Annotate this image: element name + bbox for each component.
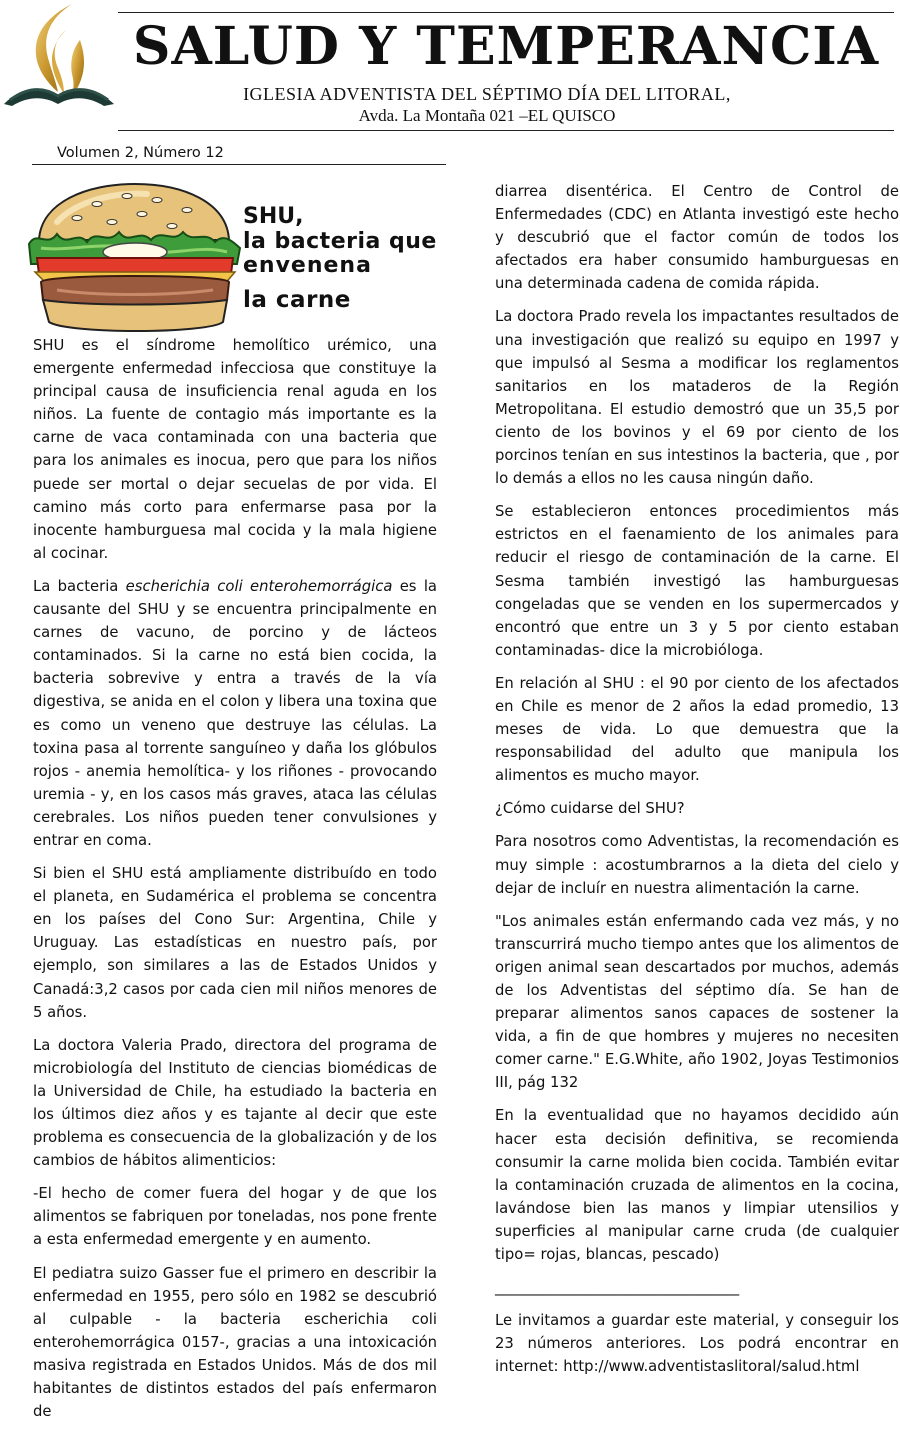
- bacteria-name: escherichia coli enterohemorrágica: [125, 577, 393, 595]
- headline-line-4: la carne: [243, 287, 351, 313]
- paragraph-text: es la causante del SHU y se encuentra principalmente en carnes de vacuno, de porcino y de lácteos contaminados. Si la carne no está bien cocida, la bacteria sobrevive y entra a través de la vía digestiva, se anida en el colon y libera una toxina que es como un veneno que destruye las células. La toxina pasa al torrente sanguíneo y daña los glóbulos rojos - anemia hemolítica- y los riñones - provocando uremia - y, en los casos más graves, ataca las células cerebrales. Los niños pueden tener convulsiones y entrar en coma.: [33, 577, 437, 849]
- paragraph: -El hecho de comer fuera del hogar y de que los alimentos se fabriquen por toneladas, nos pone frente a esta enfermedad emergente y en aumento.: [33, 1185, 437, 1249]
- headline-line-3: envenena: [243, 253, 372, 278]
- headline-line-1: SHU,: [243, 204, 304, 229]
- church-address: Avda. La Montaña 021 –EL QUISCO: [358, 106, 616, 125]
- right-column: [495, 180, 899, 1389]
- paragraph: En la eventualidad que no hayamos decidido aún hacer esta decisión definitiva, se recomienda consumir la carne molida bien cocida. También evitar la contaminación cruzada de alimentos en la cocina, lavándose bien las manos y limpiar utensilios y superficies al manipular carne cruda (de cualquier tipo= rojas, blancas, pescado): [495, 1107, 899, 1264]
- issue-rule: [32, 164, 446, 165]
- church-name: IGLESIA ADVENTISTA DEL SÉPTIMO DÍA DEL LITORAL,: [243, 84, 731, 104]
- separator-line: _________________________________: [495, 1279, 740, 1297]
- closing-paragraph: Le invitamos a guardar este material, y conseguir los 23 números anteriores. Los podrá encontrar en internet: http://www.adventistaslitoral/salud.html: [495, 1312, 899, 1376]
- newsletter-title: SALUD Y TEMPERANCIA: [132, 16, 880, 77]
- paragraph: [33, 575, 437, 852]
- paragraph: SHU es el síndrome hemolítico urémico, una emergente enfermedad infecciosa que constituye la principal causa de insuficiencia renal aguda en los niños. La fuente de contagio más importante es la carne de vaca contaminada con una bacteria que para los animales es inocua, pero que para los niños puede ser mortal o dejar secuelas de por vida. El camino más corto para enfermarse pasa por la inocente hamburguesa mal cocida y la mala higiene al cocinar.: [33, 337, 437, 562]
- paragraph-text: La bacteria: [33, 577, 126, 595]
- adventist-logo-icon: [0, 0, 118, 110]
- top-rule: [118, 12, 894, 13]
- paragraph: El pediatra suizo Gasser fue el primero en describir la enfermedad en 1955, pero sólo en 1982 se descubrió al culpable - la bacteria escherichia coli enterohemorrágica 0157-, gracias a una intoxicación masiva registrada en Estados Unidos. Más de dos mil habitantes de distintos estados del país enfermaron de: [33, 1264, 437, 1421]
- headline-line-2: la bacteria que: [243, 229, 437, 254]
- paragraph: La doctora Valeria Prado, directora del programa de microbiología del Instituto de ciencias biomédicas de la Universidad de Chile, ha estudiado la bacteria en los últimos diez años y es tajante al decir que este problema es consecuencia de la globalización y de los cambios de hábitos alimenticios:: [33, 1036, 437, 1170]
- paragraph: La doctora Prado revela los impactantes resultados de una investigación que realizó su equipo en 1997 y que impulsó al Sesma a modificar los reglamentos sanitarios en los mataderos de la Región Metropolitana. El estudio demostró que un 35,5 por ciento de los bovinos y el 69 por ciento de los porcinos tenían en sus intestinos la bacteria, que , por lo demás a ellos no les causa ningún daño.: [495, 308, 899, 488]
- paragraph: Se establecieron entonces procedimientos más estrictos en el faenamiento de los animales para reducir el riesgo de contaminación de la carne. El Sesma también investigó las hamburguesas congeladas que se venden en los supermercados y encontró que entre un 3 y 5 por ciento estaban contaminadas- dice la microbióloga.: [495, 503, 899, 659]
- hamburger-illustration-icon: [27, 182, 242, 336]
- section-question: ¿Cómo cuidarse del SHU?: [495, 800, 685, 818]
- issue-number: Volumen 2, Número 12: [57, 145, 224, 161]
- quote-paragraph: "Los animales están enfermando cada vez más, y no transcurrirá mucho tiempo antes que los alimentos de origen animal sean descartados por muchos, además de los Adventistas del séptimo día. Se han de preparar alimentos sanos capaces de sostener la vida, a fin de que hombres y mujeres no necesiten comer carne." E.G.White, año 1902, Joyas Testimonios III, pág 132: [495, 912, 899, 1092]
- paragraph: Si bien el SHU está ampliamente distribuído en todo el planeta, en Sudamérica el problema se concentra en los países del Cono Sur: Argentina, Chile y Uruguay. Las estadísticas en nuestro país, por ejemplo, son similares a las de Estados Unidos y Canadá:3,2 casos por cada cien mil niños menores de 5 años.: [33, 865, 437, 1021]
- paragraph: En relación al SHU : el 90 por ciento de los afectados en Chile es menor de 2 años la edad promedio, 13 meses de vida. Lo que demuestra que la responsabilidad del adulto que manipula los alimentos es mucho mayor.: [495, 674, 899, 785]
- article-headline: [243, 203, 453, 317]
- paragraph: diarrea disentérica. El Centro de Control de Enfermedades (CDC) en Atlanta investigó este hecho y descubrió que el factor común de todos los afectados era haber consumido hamburguesas en una determinada cadena de comida rápida.: [495, 183, 899, 293]
- masthead-bottom-rule: [118, 130, 894, 131]
- left-column: [33, 334, 437, 1433]
- paragraph: Para nosotros como Adventistas, la recomendación es muy simple : acostumbrarnos a la dieta del cielo y dejar de incluír en nuestra alimentación la carne.: [495, 833, 899, 897]
